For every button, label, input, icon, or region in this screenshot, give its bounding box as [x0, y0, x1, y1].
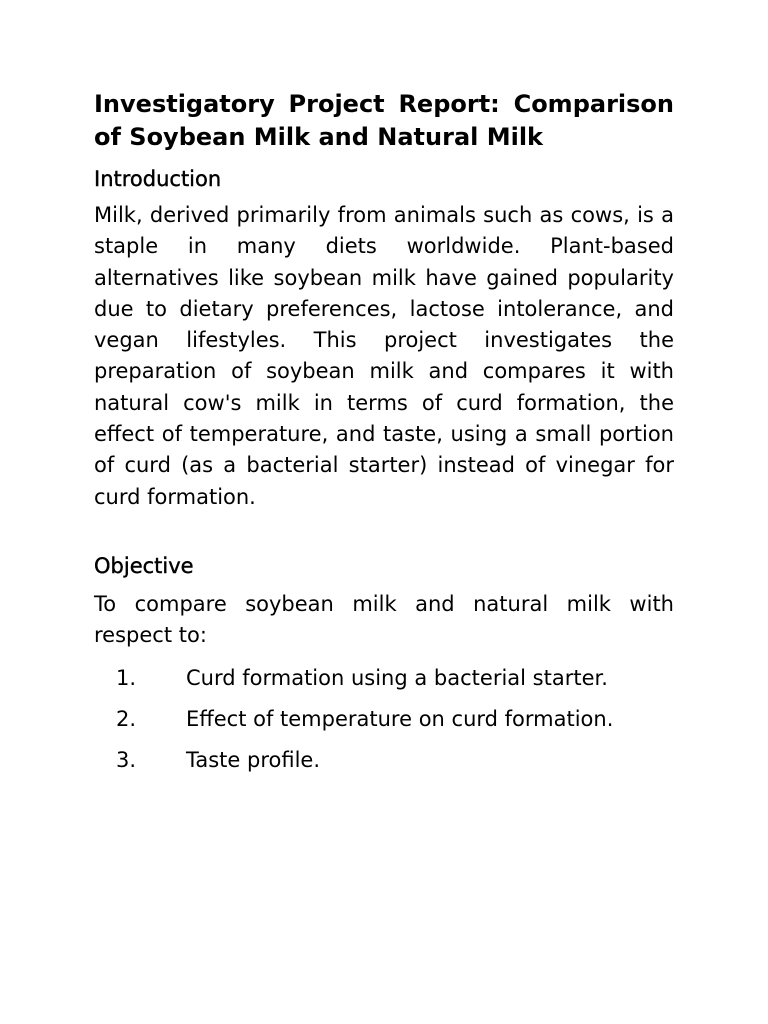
introduction-paragraph: Milk, derived primarily from animals such as cows, is a staple in many diets worldwide. Plant-based alternatives like soybean milk have gained popularity due to dietary preferences, lactose intolerance, and vegan lifestyles. This project investigates the preparation of soybean milk and compares it with natural cow's milk in terms of curd formation, the effect of temperature, and taste, using a small portion of curd (as a bacterial starter) instead of vinegar for curd formation. [94, 203, 674, 509]
objective-heading: Objective [94, 553, 194, 578]
list-item-text: Effect of temperature on curd formation. [186, 706, 614, 731]
list-item-number: 3. [116, 747, 137, 772]
list-item-text: Curd formation using a bacterial starter. [186, 665, 608, 690]
list-item-number: 1. [116, 665, 137, 690]
objective-list [94, 658, 674, 781]
objective-paragraph: To compare soybean milk and natural milk with respect to: [94, 591, 674, 648]
list-item [94, 699, 674, 740]
list-item-number: 2. [116, 706, 137, 731]
list-item [94, 740, 674, 781]
document-page [94, 88, 674, 781]
document-title: Investigatory Project Report: Comparison of Soybean Milk and Natural Milk [94, 90, 674, 151]
introduction-heading: Introduction [94, 167, 222, 191]
list-item [94, 658, 674, 699]
list-item-text: Taste profile. [186, 747, 320, 772]
